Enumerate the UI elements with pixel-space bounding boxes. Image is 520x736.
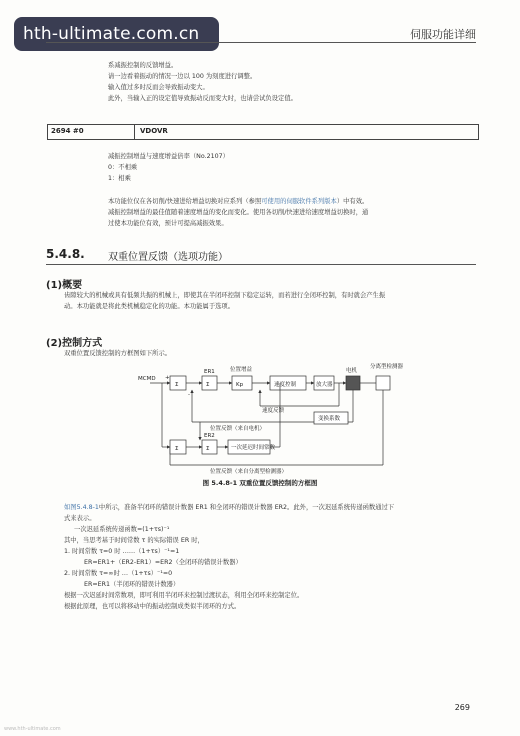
parameter-header-box	[47, 124, 479, 140]
intro-line: 系减振控制的反馈增益。	[108, 62, 178, 69]
parameter-box-divider	[134, 125, 135, 139]
body-line: 一次迟延系统传递函数=(1+τs)⁻¹	[74, 526, 170, 533]
overview-line: 齿隙较大的机械或具有低频共振的机械上，即使其在半闭环控制下稳定运转，而若进行全闭环控制，有时就会产生振	[64, 292, 386, 299]
overview-text	[64, 290, 484, 312]
method-intro: 双重位置反馈控制的方框图如下所示。	[64, 350, 172, 357]
motor-label: 电机	[346, 368, 358, 374]
site-watermark: hth-ultimate.com.cn	[14, 17, 219, 51]
footer-watermark: www.hth-ultimate.com	[4, 726, 61, 732]
body-line: 根据此原理，也可以将移动中的振动控制成类似半闭环的方式。	[64, 603, 241, 610]
intro-line: 此外，当输入正的设定值导致振动反而变大时，也请尝试负设定值。	[108, 95, 297, 102]
speed-feedback-label: 速度反馈	[262, 408, 285, 414]
separate-detector-label: 分离型检测器	[370, 364, 404, 370]
position-gain-label: 位置增益	[230, 367, 253, 373]
parameter-line: 减振控制增益与速度增益倍率（No.2107）	[108, 153, 229, 160]
conversion-factor-label: 变换系数	[318, 416, 341, 422]
sigma-2: Σ	[206, 382, 210, 388]
section-title: 双重位置反馈（选项功能）	[108, 252, 228, 263]
body-line: 根据一次迟延时间常数项，即可利用半闭环来控制过渡状态，利用全闭环来控制定位。	[64, 592, 304, 599]
page-number: 269	[454, 703, 470, 712]
sigma-4: Σ	[206, 446, 210, 452]
mcmd-label: MCMD	[138, 376, 156, 382]
parameter-name: VDOVR	[140, 127, 168, 135]
software-series-link[interactable]: 可使用的伺服软件系列版本	[261, 198, 337, 205]
position-feedback-motor-label: 位置反馈（来自电机）	[210, 426, 266, 432]
sigma-3: Σ	[175, 446, 179, 452]
parameter-number: 2694 #0	[51, 127, 84, 135]
body-line: 1. 时间常数 τ=0 时 ……（1+τs）⁻¹=1	[64, 548, 180, 555]
parameter-note-line: 过使本功能位有效，预计可提高减振效果。	[108, 220, 228, 227]
parameter-note	[108, 196, 478, 229]
intro-text	[108, 60, 297, 104]
section-divider	[46, 264, 476, 265]
parameter-line: 0：不相乘	[108, 164, 138, 171]
position-feedback-separate-label: 位置反馈（来自分离型检测器）	[210, 469, 288, 475]
intro-line: 输入值过多时反而会导致振动变大。	[108, 84, 209, 91]
figure-caption: 图 5.4.8-1 双重位置反馈控制的方框图	[202, 479, 318, 487]
kp-label: Kp	[236, 382, 244, 388]
parameter-description	[108, 151, 229, 184]
body-line: 式来表示。	[64, 515, 96, 522]
parameter-line: 1：相乘	[108, 175, 131, 182]
delay-time-constant-label: 一次延迟时间常数	[231, 445, 276, 451]
body-line: 其中，当思考基于时间常数 τ 的实际错误 ER 时，	[64, 537, 204, 544]
method-heading: (2)控制方式	[46, 338, 103, 349]
body-line: ER=ER1（半闭环的错误计数器）	[84, 581, 180, 588]
intro-line: 请一边看着振动的情况一边以 100 为刻度进行调整。	[108, 73, 257, 80]
header-divider	[46, 42, 476, 43]
body-line: ER=ER1+（ER2-ER1）=ER2（全闭环的错误计数器）	[84, 559, 242, 566]
parameter-note-line: 减振控制增益的最佳值随着速度增益的变化而变化。使用各切削/快速进给速度增益切换时，通	[108, 209, 369, 216]
amplifier-label: 放大器	[316, 382, 333, 388]
overview-heading: (1)概要	[46, 280, 83, 291]
figure-link[interactable]: 如图5.4.8-1	[64, 504, 99, 511]
section-number: 5.4.8.	[46, 247, 85, 261]
body-line: 2. 时间常数 τ=∞时 …（1+τs）⁻¹=0	[64, 570, 173, 577]
body-text	[64, 502, 484, 612]
sigma-1: Σ	[175, 382, 179, 388]
minus-sign: -	[188, 392, 190, 398]
plus-sign: +	[165, 375, 170, 381]
er1-label: ER1	[204, 369, 215, 375]
block-diagram	[140, 360, 420, 475]
chapter-header: 伺服功能详细	[410, 28, 476, 41]
body-line: 如图5.4.8-1中所示，准备半闭环的错误计数器 ER1 和全闭环的错误计数器 ER2。此外，一次迟延系统传递函数通过下	[64, 504, 395, 511]
parameter-note-line: 本功能位仅在各切削/快速进给增益切换对应系列（参照可使用的伺服软件系列版本）中有效。	[108, 198, 369, 205]
speed-control-label: 速度控制	[274, 382, 297, 388]
overview-line: 动。本功能就是将此类机械稳定化的功能。本功能属于选项。	[64, 303, 235, 310]
er2-label: ER2	[204, 433, 215, 439]
